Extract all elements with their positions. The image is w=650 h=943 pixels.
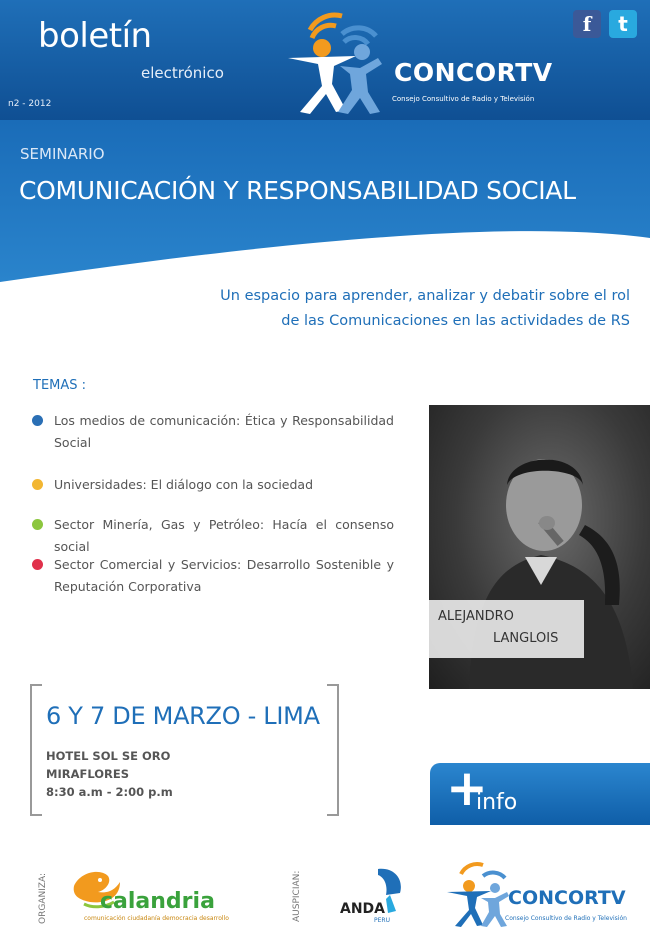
- intro-line-1: Un espacio para aprender, analizar y debatir sobre el rol: [220, 288, 630, 304]
- anda-name: ANDA: [340, 901, 386, 917]
- logo-tagline: Consejo Consultivo de Radio y Televisión: [392, 95, 535, 103]
- topics-heading: TEMAS :: [33, 378, 87, 393]
- bullet-icon: [32, 559, 43, 570]
- bullet-icon: [32, 519, 43, 530]
- bulletin-title: boletín: [38, 16, 152, 56]
- anda-subtitle: PERU: [374, 917, 390, 924]
- more-info-label[interactable]: info: [476, 790, 518, 815]
- calandria-logo: [70, 868, 229, 924]
- topic-item: [30, 514, 394, 558]
- anda-logo: [338, 865, 410, 925]
- intro-line-2: de las Comunicaciones en las actividades de RS: [281, 313, 630, 329]
- plus-icon[interactable]: +: [446, 759, 488, 817]
- organiza-label: ORGANIZA:: [38, 872, 48, 924]
- topic-item: [30, 474, 394, 496]
- bullet-icon: [32, 415, 43, 426]
- speaker-first-name: ALEJANDRO: [438, 609, 514, 624]
- auspician-label: AUSPICIAN:: [292, 870, 302, 922]
- seminar-label: SEMINARIO: [20, 145, 105, 163]
- event-date: 6 Y 7 DE MARZO - LIMA: [46, 702, 320, 730]
- issue-number: n2 - 2012: [8, 99, 52, 109]
- topic-item: [30, 554, 394, 598]
- topic-text: Sector Minería, Gas y Petróleo: Hacía el consenso social: [54, 517, 394, 554]
- logo-wordmark: CONCORTV: [394, 58, 553, 87]
- footer-tagline: Consejo Consultivo de Radio y Televisión: [505, 915, 627, 922]
- speaker-last-name: LANGLOIS: [493, 631, 559, 646]
- bullet-icon: [32, 479, 43, 490]
- bulletin-subtitle: electrónico: [141, 64, 224, 82]
- topic-text: Sector Comercial y Servicios: Desarrollo Sostenible y Reputación Corporativa: [54, 557, 394, 594]
- venue-name: HOTEL SOL SE ORO: [46, 749, 171, 763]
- calandria-name: calandria: [100, 889, 215, 914]
- footer-wordmark: CONCORTV: [508, 887, 626, 909]
- calandria-tagline: comunicación ciudadanía democracia desarrollo: [84, 915, 229, 922]
- twitter-icon[interactable]: t: [609, 10, 637, 38]
- concortv-logo-icon: [280, 8, 392, 116]
- topic-text: Universidades: El diálogo con la sociedad: [54, 477, 314, 492]
- venue-district: MIRAFLORES: [46, 767, 130, 781]
- facebook-icon[interactable]: f: [573, 10, 601, 38]
- event-time: 8:30 a.m - 2:00 p.m: [46, 785, 173, 799]
- topic-text: Los medios de comunicación: Ética y Responsabilidad Social: [54, 413, 394, 450]
- intro-text: [170, 284, 630, 334]
- bracket-left: [30, 684, 42, 816]
- bracket-right: [327, 684, 339, 816]
- topic-item: [30, 410, 394, 454]
- seminar-title: COMUNICACIÓN Y RESPONSABILIDAD SOCIAL: [19, 176, 576, 205]
